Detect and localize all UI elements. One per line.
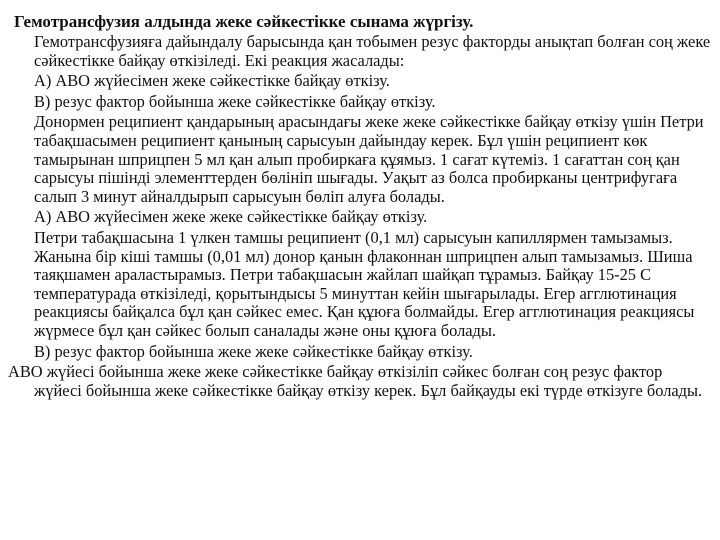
paragraph-rh-heading: В) резус фактор бойынша жеке жеке сәйкестікке байқау өткізу.	[34, 341, 473, 361]
paragraph-rh-item: В) резус фактор бойынша жеке сәйкестікке байқау өткізу.	[34, 91, 436, 111]
paragraph-abo-item: А) АВО жүйесімен жеке сәйкестікке байқау өткізу.	[34, 71, 390, 91]
slide-title: Гемотрансфузия алдында жеке сәйкестікке сынама жүргізу.	[14, 12, 474, 31]
paragraph-conclusion: АВО жүйесі бойынша жеке жеке сәйкестікке байқау өткізіліп сәйкес болған соң резус фактор жүйесі бойынша жеке сәйкестікке байқау өткізу керек. Бұл байқауды екі түрде өткізуге болады.	[8, 362, 703, 400]
paragraph-petri-procedure: Петри табақшасына 1 үлкен тамшы реципиент (0,1 мл) сарысуын капиллярмен тамызамыз. Жанына бір кіші тамшы (0,01 мл) донор қанын флаконнан шприцпен алып тамызамыз. Шиша таяқшамен араластырамыз. Петри табақшасын жайлап шайқап тұрамыз. Байқау 15-25 С температурада өткізіледі, қорытындысы 5 минуттан кейін шығарылады. Егер агглютинация реакциясы байқалса бұл қан сәйкес емес. Қан құюға болмайды. Егер агглютинация реакциясы жүрмесе бұл қан сәйкес болып саналады және оны құюға болады.	[34, 227, 695, 340]
paragraph-intro: Гемотрансфузияға дайындалу барысында қан тобымен резус факторды анықтап болған соң жеке сәйкестікке байқау өткізіледі. Екі реакция жасалады:	[34, 32, 711, 70]
paragraph-abo-heading: А) АВО жүйесімен жеке жеке сәйкестікке байқау өткізу.	[34, 207, 428, 227]
paragraph-serum-preparation: Донормен реципиент қандарының арасындағы жеке жеке сәйкестікке байқау өткізу үшін Петри табақшасымен реципиент қанының сарысуын дайындау керек. Бұл үшін реципиент көк тамырынан шприцпен 5 мл қан алып пробиркаға құямыз. 1 сағат күтеміз. 1 сағаттан соң қан сарысуы пішінді элементтерден бөлініп шығады. Уақыт аз болса пробирканы центрифугаға салып 3 минут айналдырып сарысуын бөліп алуға болады.	[34, 112, 704, 206]
